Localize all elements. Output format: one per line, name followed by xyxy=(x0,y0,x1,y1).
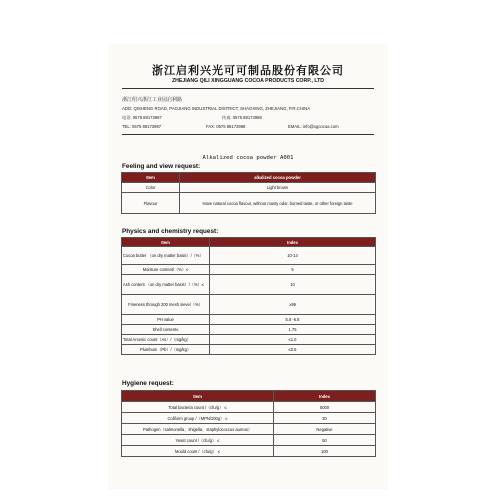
table-row xyxy=(122,265,376,275)
header-divider xyxy=(122,88,374,89)
physics-value: 1.75 xyxy=(210,325,376,335)
email: EMAIL: info@xgcocoa.com xyxy=(288,124,339,129)
hygiene-item: Mould count /（cfu/g） ≤ xyxy=(122,446,274,457)
physics-col-item: Item xyxy=(122,238,210,247)
physics-item: Fineness through 200 mesh sieve/（%） xyxy=(122,295,210,315)
table-row xyxy=(122,325,376,335)
table-row xyxy=(122,315,376,325)
table-row xyxy=(122,413,376,424)
table-row xyxy=(122,183,376,193)
hygiene-col-value: Index xyxy=(274,391,376,402)
feeling-value: Have natural cocoa flavour, without musty odor, burned taste, or other foreign taste xyxy=(180,193,376,214)
physics-value: ≥99 xyxy=(210,295,376,315)
table-row xyxy=(122,345,376,355)
table-row xyxy=(122,424,376,435)
hygiene-value: 5000 xyxy=(274,402,376,413)
company-name-en: ZHEJIANG QILI XINGGUANG COCOA PRODUCTS CORP., LTD xyxy=(171,78,325,84)
fax-cn: 传真: 0575 88173988 xyxy=(222,115,262,120)
hygiene-item: Yeast count /（cfu/g） ≤ xyxy=(122,435,274,446)
hygiene-value: 30 xyxy=(274,413,376,424)
table-row xyxy=(122,247,376,265)
physics-item: PH value xyxy=(122,315,210,325)
physics-item: Shell content≤ xyxy=(122,325,210,335)
physics-heading: Physics and chemistry request: xyxy=(122,228,219,235)
table-row xyxy=(122,402,376,413)
physics-value: 5.8 -6.8 xyxy=(210,315,376,325)
feeling-col-item: Item xyxy=(122,173,180,183)
physics-item: Total Arsenic count（As）/（mg/kg） xyxy=(122,335,210,345)
physics-item: Plumbum（Pb）/（mg/kg） xyxy=(122,345,210,355)
feeling-item: Color xyxy=(122,183,180,193)
feeling-table xyxy=(121,172,376,214)
physics-col-value: Index xyxy=(210,238,376,247)
address-en: ADD: QISHENG ROAD, PAOJIANG INDUSTRIAL DISTRICT, SHAOXING, ZHEJIANG, P.R.CHINA xyxy=(122,106,311,111)
physics-item: Moisture content/（%）≤ xyxy=(122,265,210,275)
table-row xyxy=(122,335,376,345)
contact-divider xyxy=(122,134,374,135)
hygiene-value: Negative xyxy=(274,424,376,435)
hygiene-item: Pathogen（salmonella、shigella、staphylococcus aureus） xyxy=(122,424,274,435)
table-row xyxy=(122,295,376,315)
hygiene-value: 100 xyxy=(274,446,376,457)
physics-item: Ash content （on dry matter basis）/（%）≤ xyxy=(122,275,210,295)
physics-value: ≤0.5 xyxy=(210,345,376,355)
hygiene-heading: Hygiene request: xyxy=(122,380,174,387)
hygiene-item: Total bacteria count /（cfu/g） ≤ xyxy=(122,402,274,413)
table-row xyxy=(122,275,376,295)
feeling-col-value: alkalized cocoa powder xyxy=(180,173,376,183)
address-cn: 浙江绍兴浙江工业园启利路 xyxy=(122,97,183,103)
feeling-value: Light brown xyxy=(180,183,376,193)
physics-value: 5 xyxy=(210,265,376,275)
company-name-cn: 浙江启利兴光可可制品股份有限公司 xyxy=(152,64,344,77)
hygiene-item: Coliform group /（MPN/100g） ≤ xyxy=(122,413,274,424)
feeling-item: Flavour xyxy=(122,193,180,214)
feeling-heading: Feeling and view request: xyxy=(122,163,201,170)
hygiene-col-item: Item xyxy=(122,391,274,402)
hygiene-value: 50 xyxy=(274,435,376,446)
physics-item: Cocoa butter （on dry matter basis）/（%） xyxy=(122,247,210,265)
physics-value: ≤1.0 xyxy=(210,335,376,345)
table-row xyxy=(122,446,376,457)
fax-en: FAX: 0575 88173988 xyxy=(206,124,246,129)
document-title: Alkalized cocoa powder A001 xyxy=(202,155,294,161)
table-row xyxy=(122,193,376,214)
physics-table xyxy=(121,237,376,355)
table-row xyxy=(122,435,376,446)
physics-value: 10 xyxy=(210,275,376,295)
hygiene-table xyxy=(121,390,376,457)
tel-en: TEL: 0575 88173987 xyxy=(122,124,162,129)
tel-cn: 电话: 0575 88173987 xyxy=(122,115,162,120)
document-page xyxy=(108,44,388,490)
physics-value: 10-14 xyxy=(210,247,376,265)
